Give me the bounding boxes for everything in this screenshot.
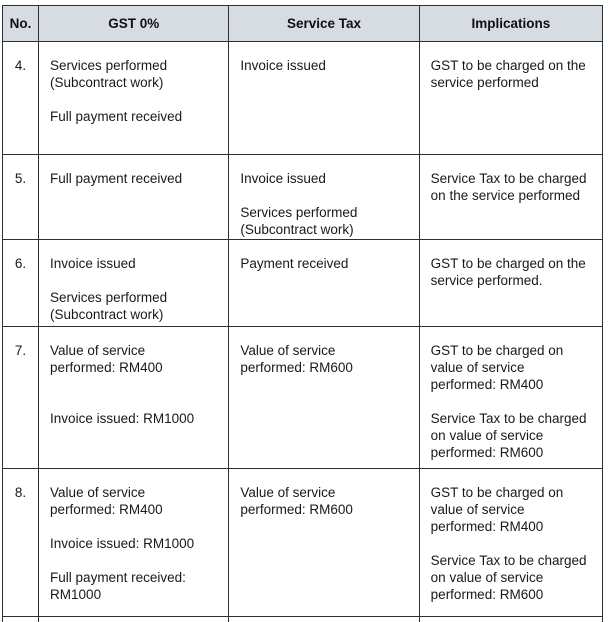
cell-paragraph: Payment received [240, 256, 349, 271]
cell-paragraph: Value of service performed: RM400 [50, 485, 163, 517]
cell-paragraph [50, 393, 210, 410]
cell-paragraph [431, 535, 593, 552]
cell-paragraph: Invoice issued: RM1000 [50, 536, 195, 551]
cell-paragraph: Value of service performed: RM600 [240, 343, 353, 375]
cell-paragraph [240, 187, 400, 204]
gst-service-tax-comparison-table [2, 5, 603, 622]
column-header-no: No. [3, 6, 39, 42]
cell-paragraph: Invoice issued [50, 256, 136, 271]
cell-implications [419, 327, 602, 469]
cell-service-tax [229, 469, 419, 617]
cell-paragraph [50, 376, 210, 393]
cell-service-tax [229, 42, 419, 155]
cell-paragraph: Full payment received [50, 109, 183, 124]
cell-empty [419, 617, 602, 622]
cell-paragraph: Value of service performed: RM400 [50, 343, 163, 375]
cell-implications [419, 469, 602, 617]
table-body [3, 42, 603, 622]
cell-paragraph: Invoice issued [240, 171, 326, 186]
cell-gst [39, 155, 229, 240]
cell-empty [229, 617, 419, 622]
cell-paragraph: GST to be charged on the service performed [430, 58, 586, 90]
cell-paragraph: Invoice issued: RM1000 [50, 411, 195, 426]
cell-row-number: 4. [3, 42, 39, 155]
cell-implications [419, 42, 602, 155]
cell-paragraph [50, 552, 210, 569]
cell-gst [39, 469, 229, 617]
cell-empty [39, 617, 229, 622]
cell-paragraph [431, 393, 593, 410]
column-header-implications: Implications [419, 6, 602, 42]
cell-service-tax [229, 240, 419, 327]
cell-paragraph [50, 518, 210, 535]
cell-paragraph: Services performed (Subcontract work) [50, 290, 168, 322]
cell-service-tax [229, 155, 419, 240]
cell-paragraph: Value of service performed: RM600 [240, 485, 353, 517]
column-header-service-tax: Service Tax [229, 6, 419, 42]
cell-gst [39, 327, 229, 469]
table-header-row [3, 6, 603, 42]
cell-row-number: 7. [3, 327, 39, 469]
cell-implications [419, 240, 602, 327]
cell-row-number: 8. [3, 469, 39, 617]
table-row [3, 42, 603, 155]
table-row-partial [3, 617, 603, 622]
cell-row-number: 5. [3, 155, 39, 240]
table-row [3, 155, 603, 240]
cell-paragraph: Service Tax to be charged on value of service performed: RM600 [430, 411, 587, 460]
cell-service-tax [229, 327, 419, 469]
cell-paragraph [50, 91, 210, 108]
cell-paragraph: Full payment received [50, 171, 183, 186]
cell-implications [419, 155, 602, 240]
table-row [3, 327, 603, 469]
cell-row-number: 6. [3, 240, 39, 327]
cell-empty [3, 617, 39, 622]
cell-gst [39, 240, 229, 327]
cell-paragraph: GST to be charged on value of service performed: RM400 [430, 343, 564, 392]
cell-paragraph: GST to be charged on value of service performed: RM400 [430, 485, 564, 534]
table-row [3, 469, 603, 617]
cell-paragraph: Invoice issued [240, 58, 326, 73]
cell-paragraph [50, 272, 210, 289]
cell-paragraph: Full payment received: RM1000 [50, 570, 186, 602]
table-header [3, 6, 603, 42]
cell-paragraph: Services performed (Subcontract work) [240, 205, 358, 237]
table-row [3, 240, 603, 327]
cell-paragraph: Service Tax to be charged on the service performed [430, 171, 587, 203]
column-header-gst: GST 0% [39, 6, 229, 42]
cell-paragraph: GST to be charged on the service performed. [430, 256, 586, 288]
cell-paragraph: Services performed (Subcontract work) [50, 58, 168, 90]
cell-gst [39, 42, 229, 155]
cell-paragraph: Service Tax to be charged on value of service performed: RM600 [430, 553, 587, 602]
